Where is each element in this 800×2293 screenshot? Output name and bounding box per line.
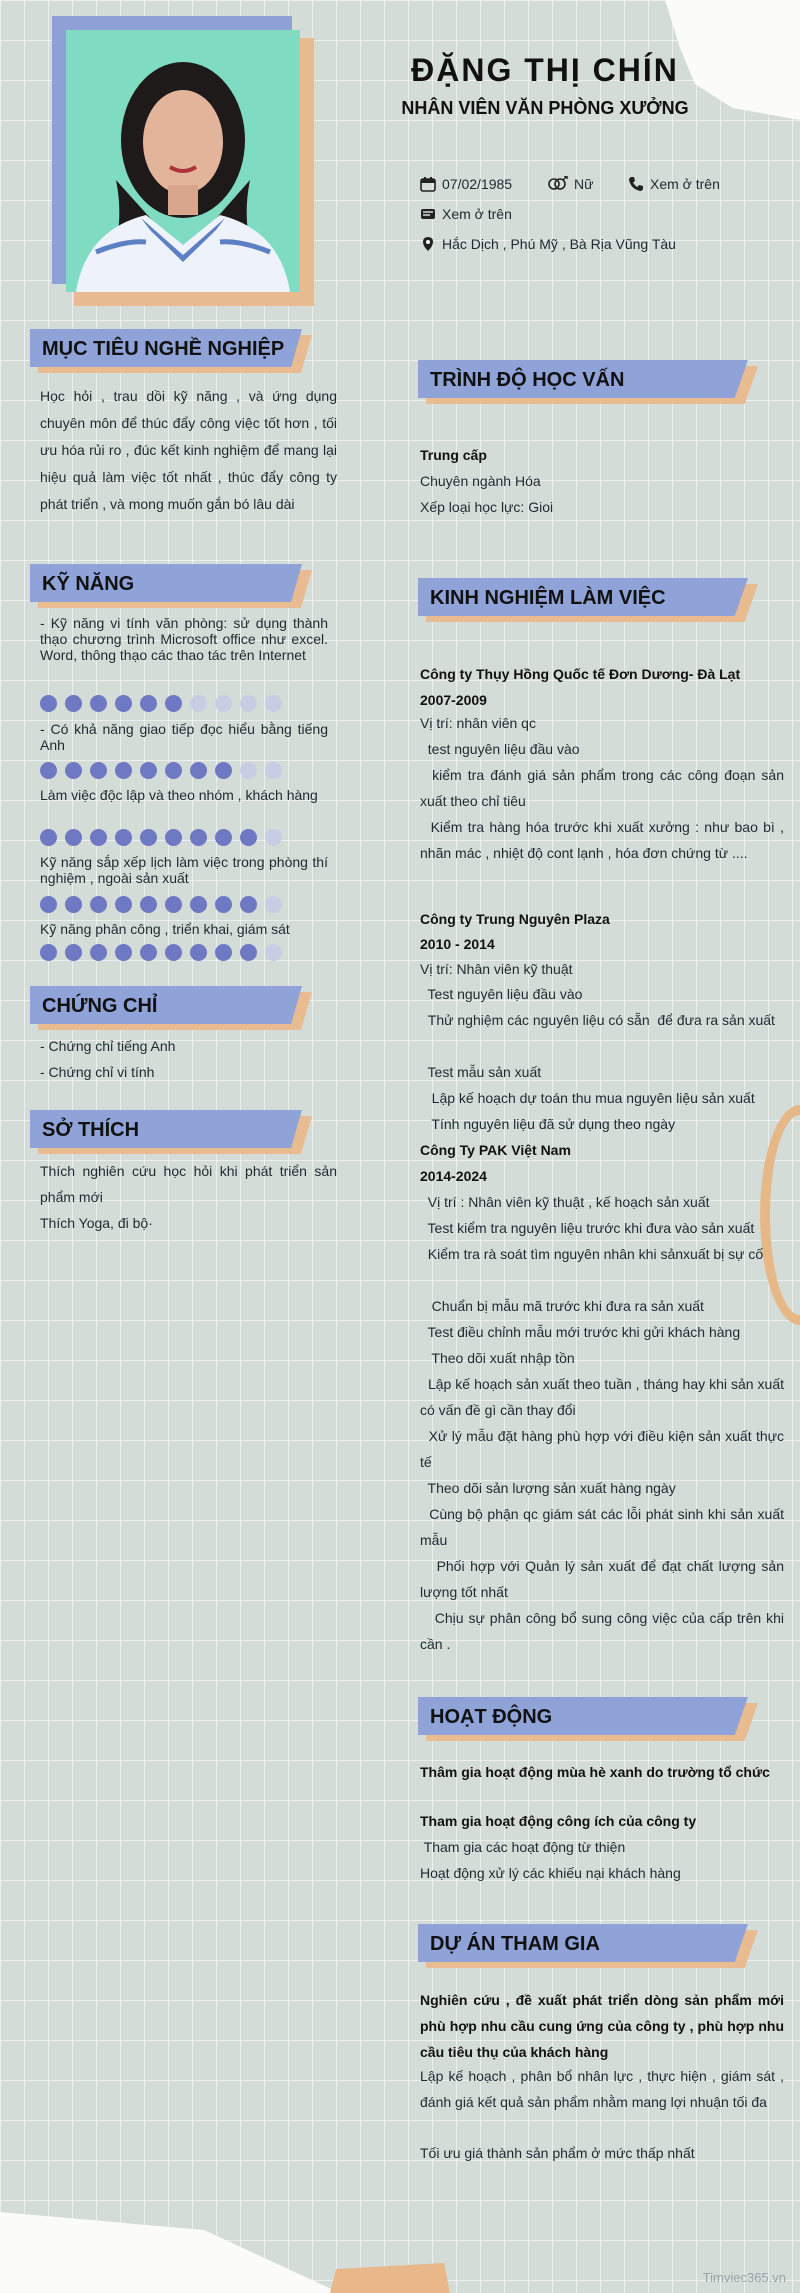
section-heading-activities: HOẠT ĐỘNG [418,1697,748,1735]
location-pin-icon [420,236,436,252]
rating-dot-filled [165,762,182,779]
section-heading-skills: KỸ NĂNG [30,564,302,602]
skill-item: Kỹ năng sắp xếp lịch làm việc trong phòng thí nghiệm , ngoài sản xuất [40,854,328,886]
job-detail: Tính nguyên liệu đã sử dụng theo ngày [420,1116,676,1132]
job-period: 2010 - 2014 [420,936,495,952]
job-detail: Vị trí : Nhân viên kỹ thuật , kế hoạch sản xuất [420,1194,710,1210]
job-detail: Kiểm tra rà soát tìm nguyên nhân khi sảnxuất bị sự cố [420,1246,764,1262]
job-detail: Theo dõi sản lượng sản xuất hàng ngày [420,1480,676,1496]
rating-dot-filled [240,829,257,846]
job-detail: Chịu sự phân công bổ sung công việc của cấp trên khi cần . [420,1610,788,1652]
education-rank: Xếp loại học lực: Gioi [420,499,554,515]
rating-dot-filled [165,829,182,846]
rating-dot-filled [190,762,207,779]
tape-decoration [330,2263,450,2293]
rating-dot-empty [265,695,282,712]
rating-dot-filled [215,829,232,846]
email-info [420,206,512,222]
job-detail: Xử lý mẫu đặt hàng phù hợp với điều kiện sản xuất thực tế [420,1428,788,1470]
rating-dot-filled [140,896,157,913]
hobby-item: Thích Yoga, đi bộ· [40,1215,153,1231]
address-info [420,236,676,252]
certificate-item: - Chứng chỉ vi tính [40,1064,155,1080]
section-heading-certificates: CHỨNG CHỈ [30,986,302,1024]
rating-dot-filled [140,762,157,779]
hobby-item: Thích nghiên cứu học hỏi khi phát triển sản phẩm mới [40,1163,337,1205]
rating-dot-filled [90,762,107,779]
rating-dot-filled [90,944,107,961]
rating-dot-empty [190,695,207,712]
rating-dot-filled [40,695,57,712]
job-detail: Phối hợp với Quản lý sản xuất để đạt chất lượng sản lượng tốt nhất [420,1558,788,1600]
job-company: Công Ty PAK Việt Nam [420,1142,571,1158]
job-period: 2014-2024 [420,1168,487,1184]
address-text: Hắc Dịch , Phú Mỹ , Bà Rịa Vũng Tàu [442,236,676,252]
rating-dot-filled [240,944,257,961]
rating-dot-filled [165,695,182,712]
birthday-info [420,176,512,192]
education-level: Trung cấp [420,447,487,463]
gender-icon [546,176,568,192]
phone-text: Xem ở trên [650,176,720,192]
profile-photo [66,30,300,292]
job-detail: Lập kế hoạch dự toán thu mua nguyên liệu sản xuất [420,1090,755,1106]
rating-dot-filled [140,695,157,712]
job-detail: Test mẫu sản xuất [420,1064,542,1080]
job-detail: Thử nghiệm các nguyên liệu có sẵn để đưa ra sản xuất [420,1012,775,1028]
certificate-item: - Chứng chỉ tiếng Anh [40,1038,176,1054]
rating-dot-filled [40,829,57,846]
watermark-text: Timviec365.vn [702,2270,786,2285]
section-heading-objective: MỤC TIÊU NGHỀ NGHIỆP [30,329,302,367]
rating-dot-filled [190,896,207,913]
job-detail: Test kiểm tra nguyên liệu trước khi đưa vào sản xuất [420,1220,755,1236]
job-company: Công ty Trung Nguyên Plaza [420,911,610,927]
candidate-role: NHÂN VIÊN VĂN PHÒNG XƯỞNG [401,98,689,118]
skill-rating [40,896,282,913]
job-detail: test nguyên liệu đầu vào [420,741,580,757]
rating-dot-filled [65,695,82,712]
job-detail: Vị trí: Nhân viên kỹ thuật [420,961,573,977]
job-detail: Lập kế hoạch sản xuất theo tuần , tháng hay khi sản xuất có vấn đề gì cần thay đổi [420,1376,788,1418]
rating-dot-empty [240,695,257,712]
email-text: Xem ở trên [442,206,512,222]
section-heading-hobbies: SỞ THÍCH [30,1110,302,1148]
rating-dot-filled [190,944,207,961]
phone-icon [628,176,644,192]
activity-item: Thâm gia hoạt động mùa hè xanh do trường tổ chức [420,1764,770,1780]
rating-dot-filled [115,762,132,779]
project-item: Lập kế hoạch , phân bổ nhân lực , thực hiện , giám sát , đánh giá kết quả sản phẩm nhằm mang lợi nhuận tối đa [420,2068,784,2110]
section-heading-experience: KINH NGHIỆM LÀM VIỆC [418,578,748,616]
calendar-icon [420,176,436,192]
rating-dot-filled [90,695,107,712]
rating-dot-filled [240,896,257,913]
skill-rating [40,762,282,779]
rating-dot-filled [65,896,82,913]
rating-dot-filled [215,762,232,779]
activity-item: Tham gia hoạt động công ích của công ty [420,1813,697,1829]
skill-rating [40,944,282,961]
rating-dot-empty [240,762,257,779]
paper-corner-decoration [0,2203,340,2293]
job-period: 2007-2009 [420,692,487,708]
rating-dot-filled [115,829,132,846]
rating-dot-filled [165,944,182,961]
profile-photo-frame [52,16,312,306]
rating-dot-filled [115,944,132,961]
skill-rating [40,695,282,712]
rating-dot-filled [140,829,157,846]
candidate-name: ĐẶNG THỊ CHÍN [411,52,679,88]
rating-dot-filled [140,944,157,961]
section-heading-education: TRÌNH ĐỘ HỌC VẤN [418,360,748,398]
rating-dot-filled [40,944,57,961]
rating-dot-empty [265,944,282,961]
project-item: Nghiên cứu , đề xuất phát triển dòng sản phẩm mới phù hợp nhu cầu cung ứng của công ty , phù hợp nhu cầu tiêu thụ của khách hàng [420,1992,784,2060]
skill-item: Làm việc độc lập và theo nhóm , khách hàng [40,787,318,803]
activity-item: Tham gia các hoạt động từ thiện [420,1839,626,1855]
rating-dot-filled [90,829,107,846]
activity-item: Hoạt động xử lý các khiếu nại khách hàng [420,1865,681,1881]
rating-dot-filled [215,944,232,961]
objective-text: Học hỏi , trau dồi kỹ năng , và ứng dụng chuyên môn để thúc đẩy công việc tốt hơn , tối ưu hóa rủi ro , đúc kết kinh nghiệm để mang lại hiệu quả làm việc tốt nhất , thúc đẩy công ty phát triển , và mong muốn gắn bó lâu dài [40,388,337,512]
rating-dot-filled [65,762,82,779]
rating-dot-filled [90,896,107,913]
skill-item: Kỹ năng phân công , triển khai, giám sát [40,921,290,937]
rating-dot-empty [265,896,282,913]
skill-item: - Kỹ năng vi tính văn phòng: sử dụng thành thạo chương trình Microsoft office như excel. Word, thông thạo các thao tác trên Internet [40,615,328,663]
project-item: Tối ưu giá thành sản phẩm ở mức thấp nhất [420,2145,695,2161]
job-detail: kiểm tra đánh giá sản phẩm trong các công đoạn sản xuất theo chỉ tiêu [420,767,788,809]
job-detail: Test điều chỉnh mẫu mới trước khi gửi khách hàng [420,1324,741,1340]
rating-dot-empty [215,695,232,712]
rating-dot-filled [65,944,82,961]
job-detail: Cùng bộ phận qc giám sát các lỗi phát sinh khi sản xuất mẫu [420,1506,788,1548]
email-icon [420,206,436,222]
phone-info [628,176,720,192]
rating-dot-filled [115,896,132,913]
rating-dot-filled [40,762,57,779]
skill-rating [40,829,282,846]
rating-dot-filled [115,695,132,712]
rating-dot-filled [190,829,207,846]
job-detail: Chuẩn bị mẫu mã trước khi đưa ra sản xuất [420,1298,704,1314]
rating-dot-filled [65,829,82,846]
job-detail: Theo dõi xuất nhập tồn [420,1350,575,1366]
section-heading-projects: DỰ ÁN THAM GIA [418,1924,748,1962]
skill-item: - Có khả năng giao tiếp đọc hiểu bằng tiếng Anh [40,721,328,753]
job-detail: Test nguyên liệu đầu vào [420,986,583,1002]
arc-decoration [760,1105,800,1325]
job-company: Công ty Thụy Hồng Quốc tế Đơn Dương- Đà Lạt [420,666,741,682]
gender-text: Nữ [574,176,594,192]
birthday-text: 07/02/1985 [442,176,513,192]
job-detail: Vị trí: nhân viên qc [420,715,536,731]
rating-dot-filled [215,896,232,913]
gender-info [546,176,593,192]
rating-dot-filled [165,896,182,913]
rating-dot-filled [40,896,57,913]
rating-dot-empty [265,829,282,846]
rating-dot-empty [265,762,282,779]
job-detail: Kiểm tra hàng hóa trước khi xuất xưởng : như bao bì , nhãn mác , nhiệt độ cont lạnh , hóa đơn chứng từ .... [420,819,788,861]
education-major: Chuyên ngành Hóa [420,473,541,489]
